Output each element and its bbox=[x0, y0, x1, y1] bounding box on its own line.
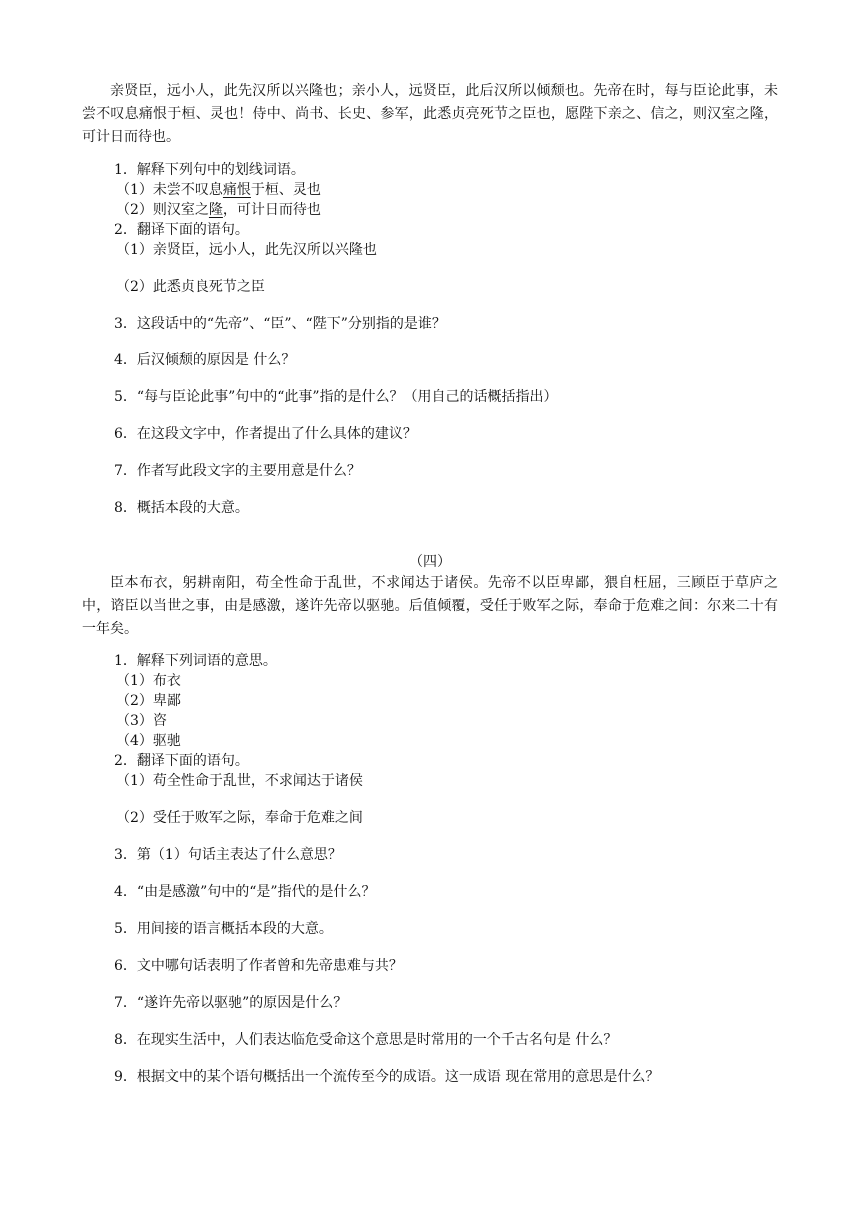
question-3: 3．第（1）句话主表达了什么意思？ bbox=[114, 847, 342, 863]
question-1-item-3: （3）咨 bbox=[116, 713, 167, 729]
underlined-word: 痛恨 bbox=[222, 182, 251, 198]
question-1-item-1 bbox=[116, 180, 321, 200]
question-5: 5．用间接的语言概括本段的大意。 bbox=[114, 921, 333, 937]
passage-text: 臣本布衣，躬耕南阳，苟全性命于乱世，不求闻达于诸侯。先帝不以臣卑鄙，猥自枉屈，三顾臣于草庐之中，谘臣以当世之事，由是感激，遂许先帝以驱驰。后值倾覆，受任于败军之际，奉命于危难之间：尔来二十有一年矣。 bbox=[82, 575, 778, 637]
question-1-item-1: （1）布衣 bbox=[116, 673, 181, 689]
question-2-item-1: （1）亲贤臣，远小人，此先汉所以兴隆也 bbox=[116, 242, 377, 258]
item-text: （1）未尝不叹息 bbox=[116, 182, 223, 198]
question-4: 4．“由是感激”句中的“是”指代的是什么？ bbox=[114, 884, 376, 900]
question-2-item-2: （2）此悉贞良死节之臣 bbox=[116, 279, 265, 295]
item-text: （2）则汉室之 bbox=[116, 202, 209, 218]
question-4: 4．后汉倾颓的原因是 什么？ bbox=[114, 352, 296, 368]
question-2: 2．翻译下面的语句。 bbox=[114, 222, 249, 238]
section-heading: （四） bbox=[409, 554, 451, 570]
question-1-item-2: （2）卑鄙 bbox=[116, 693, 181, 709]
item-text: ，可计日而待也 bbox=[222, 202, 321, 218]
question-1: 1．解释下列句中的划线词语。 bbox=[114, 162, 305, 178]
question-2-item-2: （2）受任于败军之际，奉命于危难之间 bbox=[116, 810, 363, 826]
question-6: 6．文中哪句话表明了作者曾和先帝患难与共？ bbox=[114, 958, 403, 974]
passage-text: 亲贤臣，远小人，此先汉所以兴隆也；亲小人，远贤臣，此后汉所以倾颓也。先帝在时，每与臣论此事，未尝不叹息痛恨于桓、灵也！侍中、尚书、长史、参军，此悉贞亮死节之臣也，愿陛下亲之、信之，则汉室之隆，可计日而待也。 bbox=[82, 83, 778, 145]
question-6: 6．在这段文字中，作者提出了什么具体的建议？ bbox=[114, 426, 417, 442]
item-text: 于桓、灵也 bbox=[250, 182, 321, 198]
question-2-item-1: （1）苟全性命于乱世，不求闻达于诸侯 bbox=[116, 773, 363, 789]
question-7: 7．作者写此段文字的主要用意是什么？ bbox=[114, 463, 361, 479]
question-3: 3．这段话中的“先帝”、“臣”、“陛下”分别指的是谁？ bbox=[114, 316, 446, 332]
question-1-item-2 bbox=[116, 200, 321, 220]
question-2: 2．翻译下面的语句。 bbox=[114, 753, 249, 769]
question-1-item-4: （4）驱驰 bbox=[116, 733, 181, 749]
question-1: 1．解释下列词语的意思。 bbox=[114, 653, 277, 669]
question-8: 8．在现实生活中，人们表达临危受命这个意思是时常用的一个千古名句是 什么？ bbox=[114, 1032, 618, 1048]
question-8: 8．概括本段的大意。 bbox=[114, 500, 249, 516]
underlined-word: 隆 bbox=[208, 202, 223, 218]
question-7: 7．“遂许先帝以驱驰”的原因是什么？ bbox=[114, 995, 348, 1011]
question-9: 9．根据文中的某个语句概括出一个流传至今的成语。这一成语 现在常用的意思是什么？ bbox=[114, 1069, 660, 1085]
question-5: 5．“每与臣论此事”句中的“此事”指的是什么？（用自己的话概括指出） bbox=[114, 389, 558, 405]
